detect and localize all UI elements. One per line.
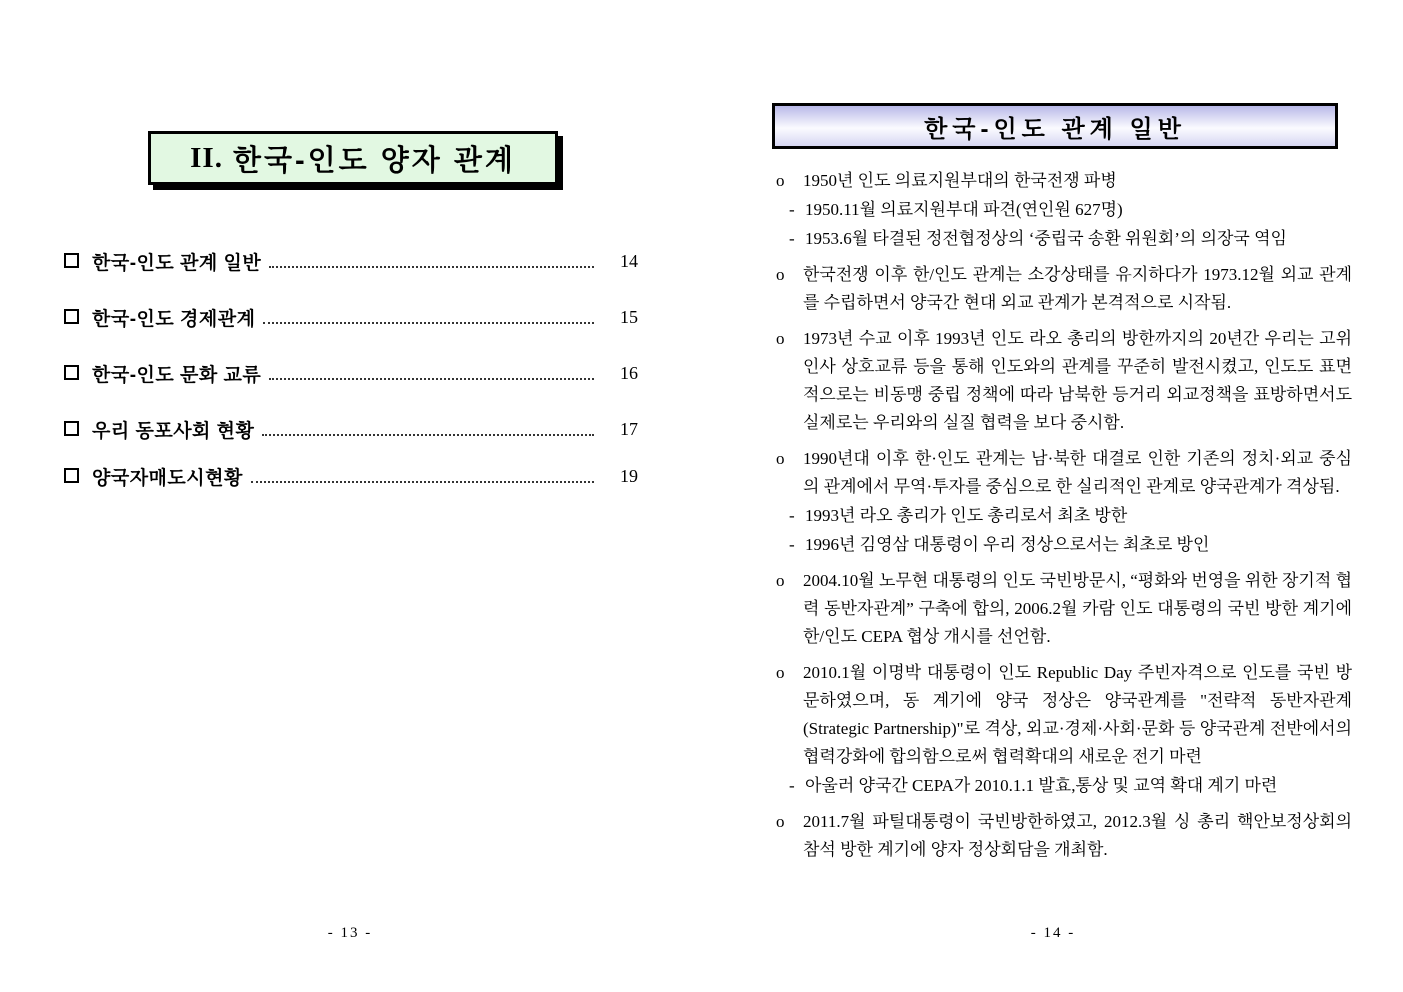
- toc-item-page: 17: [620, 418, 638, 439]
- square-bullet-icon: [64, 421, 79, 436]
- toc-item: [64, 414, 638, 444]
- bullet-item: [776, 261, 1352, 317]
- bullet-marker: o: [776, 663, 785, 682]
- toc-item: [64, 461, 638, 491]
- dot-leader: [269, 366, 594, 380]
- square-bullet-icon: [64, 309, 79, 324]
- toc-item-page: 15: [620, 306, 638, 327]
- bullet-marker: o: [776, 265, 785, 284]
- square-bullet-icon: [64, 468, 79, 483]
- bullet-item: [776, 325, 1352, 437]
- dash-marker: -: [789, 535, 795, 554]
- bullet-marker: o: [776, 171, 785, 190]
- section-number: II.: [190, 141, 223, 174]
- bullet-text: 아울러 양국간 CEPA가 2010.1.1 발효,통상 및 교역 확대 계기 마련: [805, 776, 1278, 795]
- table-of-contents: [64, 246, 638, 491]
- dot-leader: [251, 469, 594, 483]
- toc-item: [64, 358, 638, 388]
- bullet-text: 2010.1월 이명박 대통령이 인도 Republic Day 주빈자격으로 인도를 국빈 방문하였으며, 동 계기에 양국 정상은 양국관계를 "전략적 동반자관계 (Strategic Partnership)"로 격상, 외교·경제·사회·문화 등 양국관계 전반에서의 협력강화에 합의함으로써 협력확대의 새로운 전기 마련: [803, 663, 1352, 766]
- bullet-item: [776, 808, 1352, 864]
- page-number-right: - 14 -: [1030, 925, 1076, 941]
- toc-item-label: 양국자매도시현황: [92, 467, 243, 489]
- dot-leader: [263, 310, 594, 324]
- dash-marker: -: [789, 200, 795, 219]
- bullet-text: 2004.10월 노무현 대통령의 인도 국빈방문시, “평화와 번영을 위한 장기적 협력 동반자관계” 구축에 합의, 2006.2월 카람 인도 대통령의 국빈 방한 계기에 한/인도 CEPA 협상 개시를 선언함.: [803, 571, 1352, 646]
- toc-item-label: 한국-인도 경제관계: [92, 308, 256, 330]
- bullet-text: 1990년대 이후 한·인도 관계는 남·북한 대결로 인한 기존의 정치·외교 중심의 관계에서 무역·투자를 중심으로 한 실리적인 관계로 양국관계가 격상됨.: [803, 449, 1352, 496]
- dot-leader: [262, 422, 594, 436]
- toc-item-label: 한국-인도 문화 교류: [92, 364, 262, 386]
- bullet-text: 1953.6월 타결된 정전협정상의 ‘중립국 송환 위원회’의 의장국 역임: [805, 229, 1287, 248]
- bullet-subitem: [776, 225, 1352, 253]
- section-title: 한국-인도 양자 관계: [232, 144, 516, 177]
- bullet-text: 1993년 라오 총리가 인도 총리로서 최초 방한: [805, 506, 1128, 525]
- section-header: 한국-인도 관계 일반: [924, 115, 1186, 143]
- bullet-marker: o: [776, 329, 785, 348]
- bullet-text: 1950년 인도 의료지원부대의 한국전쟁 파병: [803, 171, 1117, 190]
- square-bullet-icon: [64, 365, 79, 380]
- toc-item-label: 한국-인도 관계 일반: [92, 252, 262, 274]
- bullet-marker: o: [776, 571, 785, 590]
- toc-item-label: 우리 동포사회 현황: [92, 420, 255, 442]
- bullet-text: 1996년 김영삼 대통령이 우리 정상으로서는 최초로 방인: [805, 535, 1210, 554]
- bullet-item: [776, 567, 1352, 651]
- bullet-marker: o: [776, 449, 785, 468]
- body-content: [776, 167, 1352, 864]
- square-bullet-icon: [64, 253, 79, 268]
- toc-item: [64, 302, 638, 332]
- bullet-item: [776, 445, 1352, 501]
- bullet-text: 1973년 수교 이후 1993년 인도 라오 총리의 방한까지의 20년간 우리는 고위인사 상호교류 등을 통해 인도와의 관계를 꾸준히 발전시켰고, 인도도 표면적으로는 비동맹 중립 정책에 따라 남북한 등거리 외교정책을 표방하면서도 실제로는 우리와의 실질 협력을 보다 중시함.: [803, 329, 1352, 432]
- bullet-subitem: [776, 772, 1352, 800]
- toc-item-page: 16: [620, 362, 638, 383]
- bullet-marker: o: [776, 812, 785, 831]
- dash-marker: -: [789, 776, 795, 795]
- dash-marker: -: [789, 506, 795, 525]
- dot-leader: [269, 254, 594, 268]
- bullet-text: 1950.11월 의료지원부대 파견(연인원 627명): [805, 200, 1123, 219]
- toc-item-page: 19: [620, 465, 638, 486]
- bullet-text: 2011.7월 파틸대통령이 국빈방한하였고, 2012.3월 싱 총리 핵안보정상회의 참석 방한 계기에 양자 정상회담을 개최함.: [803, 812, 1352, 859]
- section-header-box: [772, 103, 1338, 149]
- section-title-box: [148, 131, 558, 185]
- toc-item-page: 14: [620, 250, 638, 271]
- bullet-subitem: [776, 196, 1352, 224]
- page-number-left: - 13 -: [327, 925, 373, 941]
- bullet-text: 한국전쟁 이후 한/인도 관계는 소강상태를 유지하다가 1973.12월 외교 관계를 수립하면서 양국간 현대 외교 관계가 본격적으로 시작됨.: [803, 265, 1352, 312]
- bullet-subitem: [776, 531, 1352, 559]
- dash-marker: -: [789, 229, 795, 248]
- toc-item: [64, 246, 638, 276]
- bullet-item: [776, 659, 1352, 771]
- bullet-subitem: [776, 502, 1352, 530]
- bullet-item: [776, 167, 1352, 195]
